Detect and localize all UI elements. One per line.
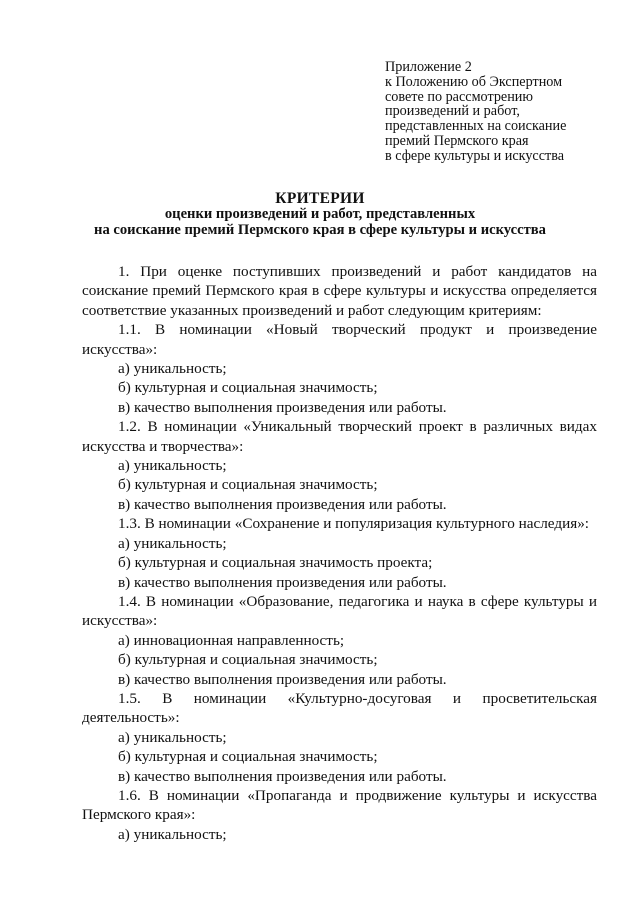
criterion-item: б) культурная и социальная значимость; [118, 748, 378, 766]
appendix-line: премий Пермского края [385, 132, 529, 149]
criterion-item: а) уникальность; [118, 360, 227, 378]
subtitle-line: на соискание премий Пермского края в сфере культуры и искусства [94, 221, 546, 238]
appendix-line: произведений и работ, [385, 103, 520, 120]
criterion-item: а) уникальность; [118, 534, 227, 552]
criterion-item: а) уникальность; [118, 728, 227, 746]
nomination-1-1: 1.1. В номинации «Новый творческий продукт и произведение искусства»: [82, 321, 597, 358]
criterion-item: в) качество выполнения произведения или работы. [118, 767, 447, 785]
appendix-line: в сфере культуры и искусства [385, 147, 565, 164]
criterion-item: б) культурная и социальная значимость; [118, 651, 378, 669]
criterion-item: в) качество выполнения произведения или работы. [118, 573, 447, 591]
criterion-item: б) культурная и социальная значимость проекта; [118, 554, 433, 572]
criterion-item: б) культурная и социальная значимость; [118, 379, 378, 397]
criterion-item: а) уникальность; [118, 457, 227, 475]
criterion-item: б) культурная и социальная значимость; [118, 476, 378, 494]
appendix-line: представленных на соискание [385, 118, 567, 135]
nomination-1-6: 1.6. В номинации «Пропаганда и продвижение культуры и искусства Пермского края»: [82, 786, 597, 824]
criterion-item: а) уникальность; [118, 825, 227, 843]
nomination-1-3: 1.3. В номинации «Сохранение и популяризация культурного наследия»: [118, 515, 590, 533]
criterion-item: в) качество выполнения произведения или работы. [118, 670, 447, 688]
document-subtitle [0, 207, 640, 238]
criterion-item: в) качество выполнения произведения или работы. [118, 398, 447, 416]
appendix-line: совете по рассмотрению [385, 88, 533, 105]
intro-paragraph: 1. При оценке поступивших произведений и работ кандидатов на соискание премий Пермского края в сфере культуры и искусства определяется соответствие указанных произведений и работ следующим критериям: [82, 263, 597, 319]
nomination-1-5: 1.5. В номинации «Культурно-досуговая и просветительская деятельность»: [82, 689, 597, 727]
criterion-item: а) инновационная направленность; [118, 631, 345, 649]
nomination-1-4: 1.4. В номинации «Образование, педагогика и наука в сфере культуры и искусства»: [82, 592, 597, 630]
appendix-line: к Положению об Экспертном [385, 73, 563, 90]
nomination-1-2: 1.2. В номинации «Уникальный творческий проект в различных видах искусства и творчества»: [82, 418, 597, 455]
document-heading: КРИТЕРИИ [275, 190, 365, 207]
appendix-line: Приложение 2 [385, 59, 472, 75]
document-body [82, 262, 597, 844]
criterion-item: в) качество выполнения произведения или работы. [118, 495, 447, 513]
subtitle-line: оценки произведений и работ, представленных [164, 206, 476, 222]
appendix-header [385, 60, 566, 164]
